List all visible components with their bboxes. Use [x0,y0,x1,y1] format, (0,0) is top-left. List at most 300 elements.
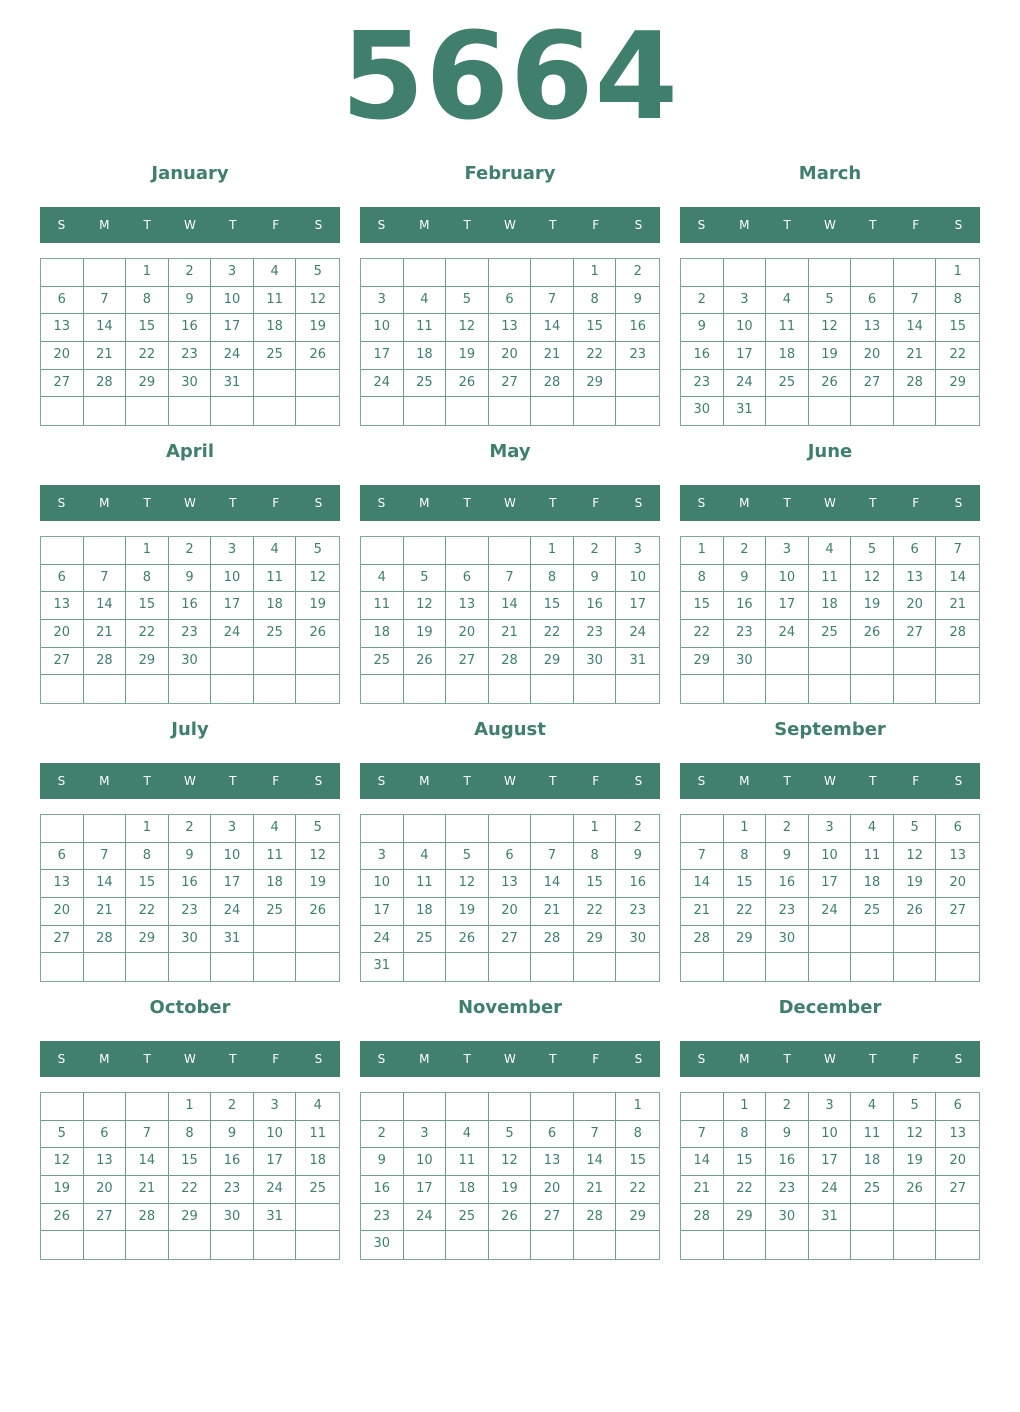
day-cell: 9 [169,565,212,593]
empty-day-cell [531,953,574,981]
empty-day-cell [809,926,852,954]
day-cell: 23 [169,898,212,926]
day-cell: 24 [616,620,659,648]
day-cell: 14 [84,592,127,620]
day-cell: 5 [296,259,339,287]
day-grid [680,1092,980,1260]
day-cell: 13 [894,565,937,593]
day-grid [40,814,340,982]
month-name: December [778,997,882,1018]
day-cell: 7 [681,843,724,871]
day-cell: 21 [126,1176,169,1204]
empty-day-cell [809,648,852,676]
empty-day-cell [446,953,489,981]
weekday-label: S [314,496,323,510]
empty-day-cell [254,1231,297,1259]
weekday-label: W [184,774,196,788]
day-cell: 15 [574,314,617,342]
month-name: November [457,997,563,1018]
weekday-label: M [99,1052,110,1066]
day-cell: 31 [809,1204,852,1232]
weekday-label: W [824,1052,836,1066]
empty-day-cell [296,1231,339,1259]
day-cell: 29 [574,926,617,954]
day-cell: 2 [724,537,767,565]
empty-day-cell [681,675,724,703]
day-cell: 1 [724,1093,767,1121]
empty-day-cell [404,259,447,287]
day-cell: 11 [361,592,404,620]
weekday-header [360,1041,660,1077]
day-cell: 3 [211,537,254,565]
day-cell: 13 [851,314,894,342]
day-cell: 20 [851,342,894,370]
empty-day-cell [894,1231,937,1259]
day-cell: 18 [254,592,297,620]
day-cell: 19 [894,1148,937,1176]
day-cell: 4 [254,259,297,287]
day-cell: 26 [296,342,339,370]
month-name: January [151,163,229,184]
day-cell: 28 [531,926,574,954]
day-cell: 22 [169,1176,212,1204]
day-cell: 21 [489,620,532,648]
day-cell: 17 [809,1148,852,1176]
weekday-label: T [549,496,557,510]
day-cell: 1 [126,815,169,843]
empty-day-cell [361,397,404,425]
day-cell: 24 [254,1176,297,1204]
day-cell: 1 [616,1093,659,1121]
day-cell: 23 [169,342,212,370]
day-cell: 12 [404,592,447,620]
weekday-label: T [143,1052,151,1066]
day-cell: 6 [84,1121,127,1149]
day-cell: 5 [296,815,339,843]
day-cell: 27 [851,370,894,398]
empty-day-cell [851,953,894,981]
empty-day-cell [616,397,659,425]
day-cell: 7 [936,537,979,565]
day-cell: 7 [531,843,574,871]
day-cell: 13 [489,870,532,898]
day-cell: 26 [296,898,339,926]
day-cell: 11 [851,1121,894,1149]
day-cell: 22 [724,898,767,926]
weekday-label: S [57,774,66,788]
day-cell: 20 [894,592,937,620]
empty-day-cell [936,926,979,954]
weekday-label: F [912,774,920,788]
day-cell: 28 [531,370,574,398]
day-cell: 1 [531,537,574,565]
day-cell: 16 [169,314,212,342]
day-cell: 4 [809,537,852,565]
day-cell: 6 [446,565,489,593]
weekday-header [680,485,980,521]
day-cell: 2 [169,259,212,287]
empty-day-cell [936,648,979,676]
day-cell: 4 [851,1093,894,1121]
day-cell: 12 [894,1121,937,1149]
day-cell: 31 [211,926,254,954]
day-cell: 24 [211,898,254,926]
weekday-label: M [739,218,750,232]
day-cell: 17 [211,592,254,620]
day-cell: 2 [766,1093,809,1121]
empty-day-cell [766,397,809,425]
day-cell: 30 [616,926,659,954]
empty-day-cell [41,953,84,981]
day-cell: 18 [766,342,809,370]
empty-day-cell [404,397,447,425]
day-cell: 16 [169,870,212,898]
day-cell: 18 [446,1176,489,1204]
day-cell: 15 [724,1148,767,1176]
weekday-label: F [592,1052,600,1066]
day-cell: 3 [766,537,809,565]
day-cell: 3 [211,815,254,843]
day-cell: 8 [126,565,169,593]
day-cell: 20 [936,1148,979,1176]
empty-day-cell [84,537,127,565]
day-cell: 16 [574,592,617,620]
empty-day-cell [296,397,339,425]
weekday-label: F [592,218,600,232]
day-cell: 15 [936,314,979,342]
empty-day-cell [851,926,894,954]
weekday-label: T [549,1052,557,1066]
day-cell: 15 [169,1148,212,1176]
empty-day-cell [361,675,404,703]
weekday-label: S [377,218,386,232]
day-cell: 29 [126,648,169,676]
day-cell: 12 [894,843,937,871]
day-cell: 20 [489,342,532,370]
empty-day-cell [809,1231,852,1259]
weekday-label: S [634,1052,643,1066]
day-cell: 12 [41,1148,84,1176]
day-cell: 3 [361,287,404,315]
day-cell: 25 [254,898,297,926]
day-cell: 27 [489,926,532,954]
day-cell: 11 [254,287,297,315]
empty-day-cell [809,953,852,981]
day-cell: 18 [254,314,297,342]
day-cell: 27 [936,1176,979,1204]
day-cell: 8 [724,1121,767,1149]
day-cell: 1 [126,259,169,287]
day-cell: 17 [809,870,852,898]
day-cell: 23 [361,1204,404,1232]
day-cell: 10 [809,843,852,871]
weekday-label: S [314,218,323,232]
day-cell: 7 [84,565,127,593]
day-cell: 12 [296,287,339,315]
day-cell: 3 [724,287,767,315]
weekday-header [360,207,660,243]
month-name: July [171,719,209,740]
empty-day-cell [41,537,84,565]
day-cell: 18 [296,1148,339,1176]
weekday-label: W [504,774,516,788]
empty-day-cell [809,259,852,287]
day-cell: 19 [894,870,937,898]
day-cell: 6 [531,1121,574,1149]
day-cell: 9 [169,843,212,871]
empty-day-cell [41,675,84,703]
day-grid [40,536,340,704]
day-cell: 16 [169,592,212,620]
empty-day-cell [766,1231,809,1259]
day-cell: 9 [211,1121,254,1149]
day-cell: 9 [574,565,617,593]
weekday-label: T [869,496,877,510]
day-cell: 9 [616,287,659,315]
weekday-label: W [504,1052,516,1066]
day-cell: 5 [809,287,852,315]
empty-day-cell [254,397,297,425]
empty-day-cell [254,953,297,981]
empty-day-cell [489,537,532,565]
empty-day-cell [254,675,297,703]
day-cell: 5 [404,565,447,593]
empty-day-cell [41,1093,84,1121]
day-cell: 10 [616,565,659,593]
empty-day-cell [894,259,937,287]
day-cell: 26 [446,370,489,398]
day-cell: 11 [446,1148,489,1176]
year-title: 5664 [341,8,679,147]
day-cell: 28 [681,926,724,954]
empty-day-cell [574,1231,617,1259]
day-cell: 14 [936,565,979,593]
day-cell: 29 [936,370,979,398]
empty-day-cell [724,259,767,287]
day-cell: 13 [446,592,489,620]
day-cell: 24 [361,926,404,954]
day-cell: 15 [616,1148,659,1176]
day-cell: 8 [126,843,169,871]
day-cell: 20 [531,1176,574,1204]
day-cell: 9 [361,1148,404,1176]
day-cell: 24 [809,1176,852,1204]
day-cell: 2 [766,815,809,843]
day-cell: 6 [41,565,84,593]
day-cell: 6 [936,815,979,843]
empty-day-cell [126,953,169,981]
empty-day-cell [211,648,254,676]
day-cell: 28 [84,648,127,676]
day-cell: 29 [724,926,767,954]
day-cell: 6 [936,1093,979,1121]
day-cell: 21 [84,342,127,370]
day-cell: 19 [446,898,489,926]
empty-day-cell [531,675,574,703]
day-cell: 12 [446,314,489,342]
empty-day-cell [851,259,894,287]
weekday-header [40,485,340,521]
empty-day-cell [84,953,127,981]
day-cell: 10 [211,565,254,593]
empty-day-cell [361,815,404,843]
empty-day-cell [489,259,532,287]
weekday-label: T [143,774,151,788]
day-cell: 28 [84,926,127,954]
weekday-label: T [463,496,471,510]
day-cell: 31 [211,370,254,398]
weekday-label: F [912,496,920,510]
month-name: August [474,719,546,740]
empty-day-cell [404,1231,447,1259]
day-grid [360,814,660,982]
day-cell: 27 [936,898,979,926]
day-cell: 11 [296,1121,339,1149]
empty-day-cell [936,953,979,981]
day-cell: 25 [361,648,404,676]
day-cell: 7 [531,287,574,315]
weekday-label: T [549,774,557,788]
weekday-label: S [377,1052,386,1066]
day-cell: 3 [361,843,404,871]
day-cell: 26 [41,1204,84,1232]
empty-day-cell [936,397,979,425]
day-cell: 12 [446,870,489,898]
empty-day-cell [296,1204,339,1232]
day-cell: 11 [254,565,297,593]
day-cell: 28 [936,620,979,648]
day-cell: 20 [936,870,979,898]
day-cell: 29 [126,926,169,954]
day-grid [360,1092,660,1260]
day-cell: 13 [84,1148,127,1176]
day-cell: 1 [574,815,617,843]
day-cell: 11 [809,565,852,593]
day-cell: 5 [41,1121,84,1149]
day-cell: 25 [766,370,809,398]
day-cell: 7 [489,565,532,593]
day-cell: 11 [766,314,809,342]
day-cell: 20 [41,898,84,926]
empty-day-cell [404,675,447,703]
day-cell: 29 [616,1204,659,1232]
day-cell: 6 [851,287,894,315]
day-cell: 16 [766,1148,809,1176]
day-cell: 27 [41,926,84,954]
day-cell: 25 [296,1176,339,1204]
day-cell: 4 [766,287,809,315]
day-cell: 4 [404,843,447,871]
day-cell: 16 [211,1148,254,1176]
weekday-label: F [592,774,600,788]
weekday-label: S [954,1052,963,1066]
day-cell: 18 [254,870,297,898]
empty-day-cell [404,953,447,981]
empty-day-cell [446,1093,489,1121]
day-cell: 25 [254,342,297,370]
day-cell: 16 [616,870,659,898]
weekday-label: M [739,774,750,788]
day-cell: 16 [681,342,724,370]
weekday-label: F [272,1052,280,1066]
empty-day-cell [211,397,254,425]
day-cell: 16 [361,1176,404,1204]
day-cell: 27 [531,1204,574,1232]
weekday-header [40,1041,340,1077]
empty-day-cell [531,259,574,287]
day-cell: 28 [574,1204,617,1232]
day-cell: 27 [894,620,937,648]
day-cell: 22 [126,620,169,648]
weekday-label: M [99,218,110,232]
weekday-label: S [314,1052,323,1066]
day-cell: 8 [616,1121,659,1149]
day-cell: 24 [361,370,404,398]
empty-day-cell [254,648,297,676]
day-cell: 30 [724,648,767,676]
day-cell: 30 [169,648,212,676]
weekday-label: W [504,218,516,232]
day-cell: 5 [446,843,489,871]
weekday-label: T [229,218,237,232]
empty-day-cell [361,1093,404,1121]
day-cell: 28 [894,370,937,398]
weekday-label: T [229,774,237,788]
month-name: April [165,441,215,462]
weekday-label: T [869,774,877,788]
day-cell: 6 [894,537,937,565]
empty-day-cell [894,1204,937,1232]
empty-day-cell [211,1231,254,1259]
day-cell: 23 [574,620,617,648]
day-cell: 8 [531,565,574,593]
weekday-label: M [419,496,430,510]
empty-day-cell [84,259,127,287]
day-cell: 18 [404,342,447,370]
empty-day-cell [574,397,617,425]
weekday-label: M [419,1052,430,1066]
empty-day-cell [531,815,574,843]
empty-day-cell [894,675,937,703]
day-cell: 2 [681,287,724,315]
weekday-label: S [697,496,706,510]
day-cell: 9 [766,1121,809,1149]
day-grid [40,258,340,426]
day-cell: 15 [531,592,574,620]
day-cell: 10 [211,287,254,315]
day-grid [680,536,980,704]
day-cell: 8 [169,1121,212,1149]
day-cell: 24 [211,620,254,648]
weekday-label: T [229,496,237,510]
month-name: February [464,163,556,184]
empty-day-cell [254,370,297,398]
empty-day-cell [211,675,254,703]
day-cell: 13 [489,314,532,342]
day-cell: 19 [41,1176,84,1204]
day-cell: 26 [446,926,489,954]
day-grid [680,258,980,426]
day-cell: 7 [894,287,937,315]
day-cell: 28 [681,1204,724,1232]
day-cell: 10 [361,870,404,898]
weekday-label: M [739,1052,750,1066]
day-cell: 10 [724,314,767,342]
day-cell: 16 [616,314,659,342]
day-cell: 31 [724,397,767,425]
day-cell: 13 [531,1148,574,1176]
day-cell: 21 [681,1176,724,1204]
